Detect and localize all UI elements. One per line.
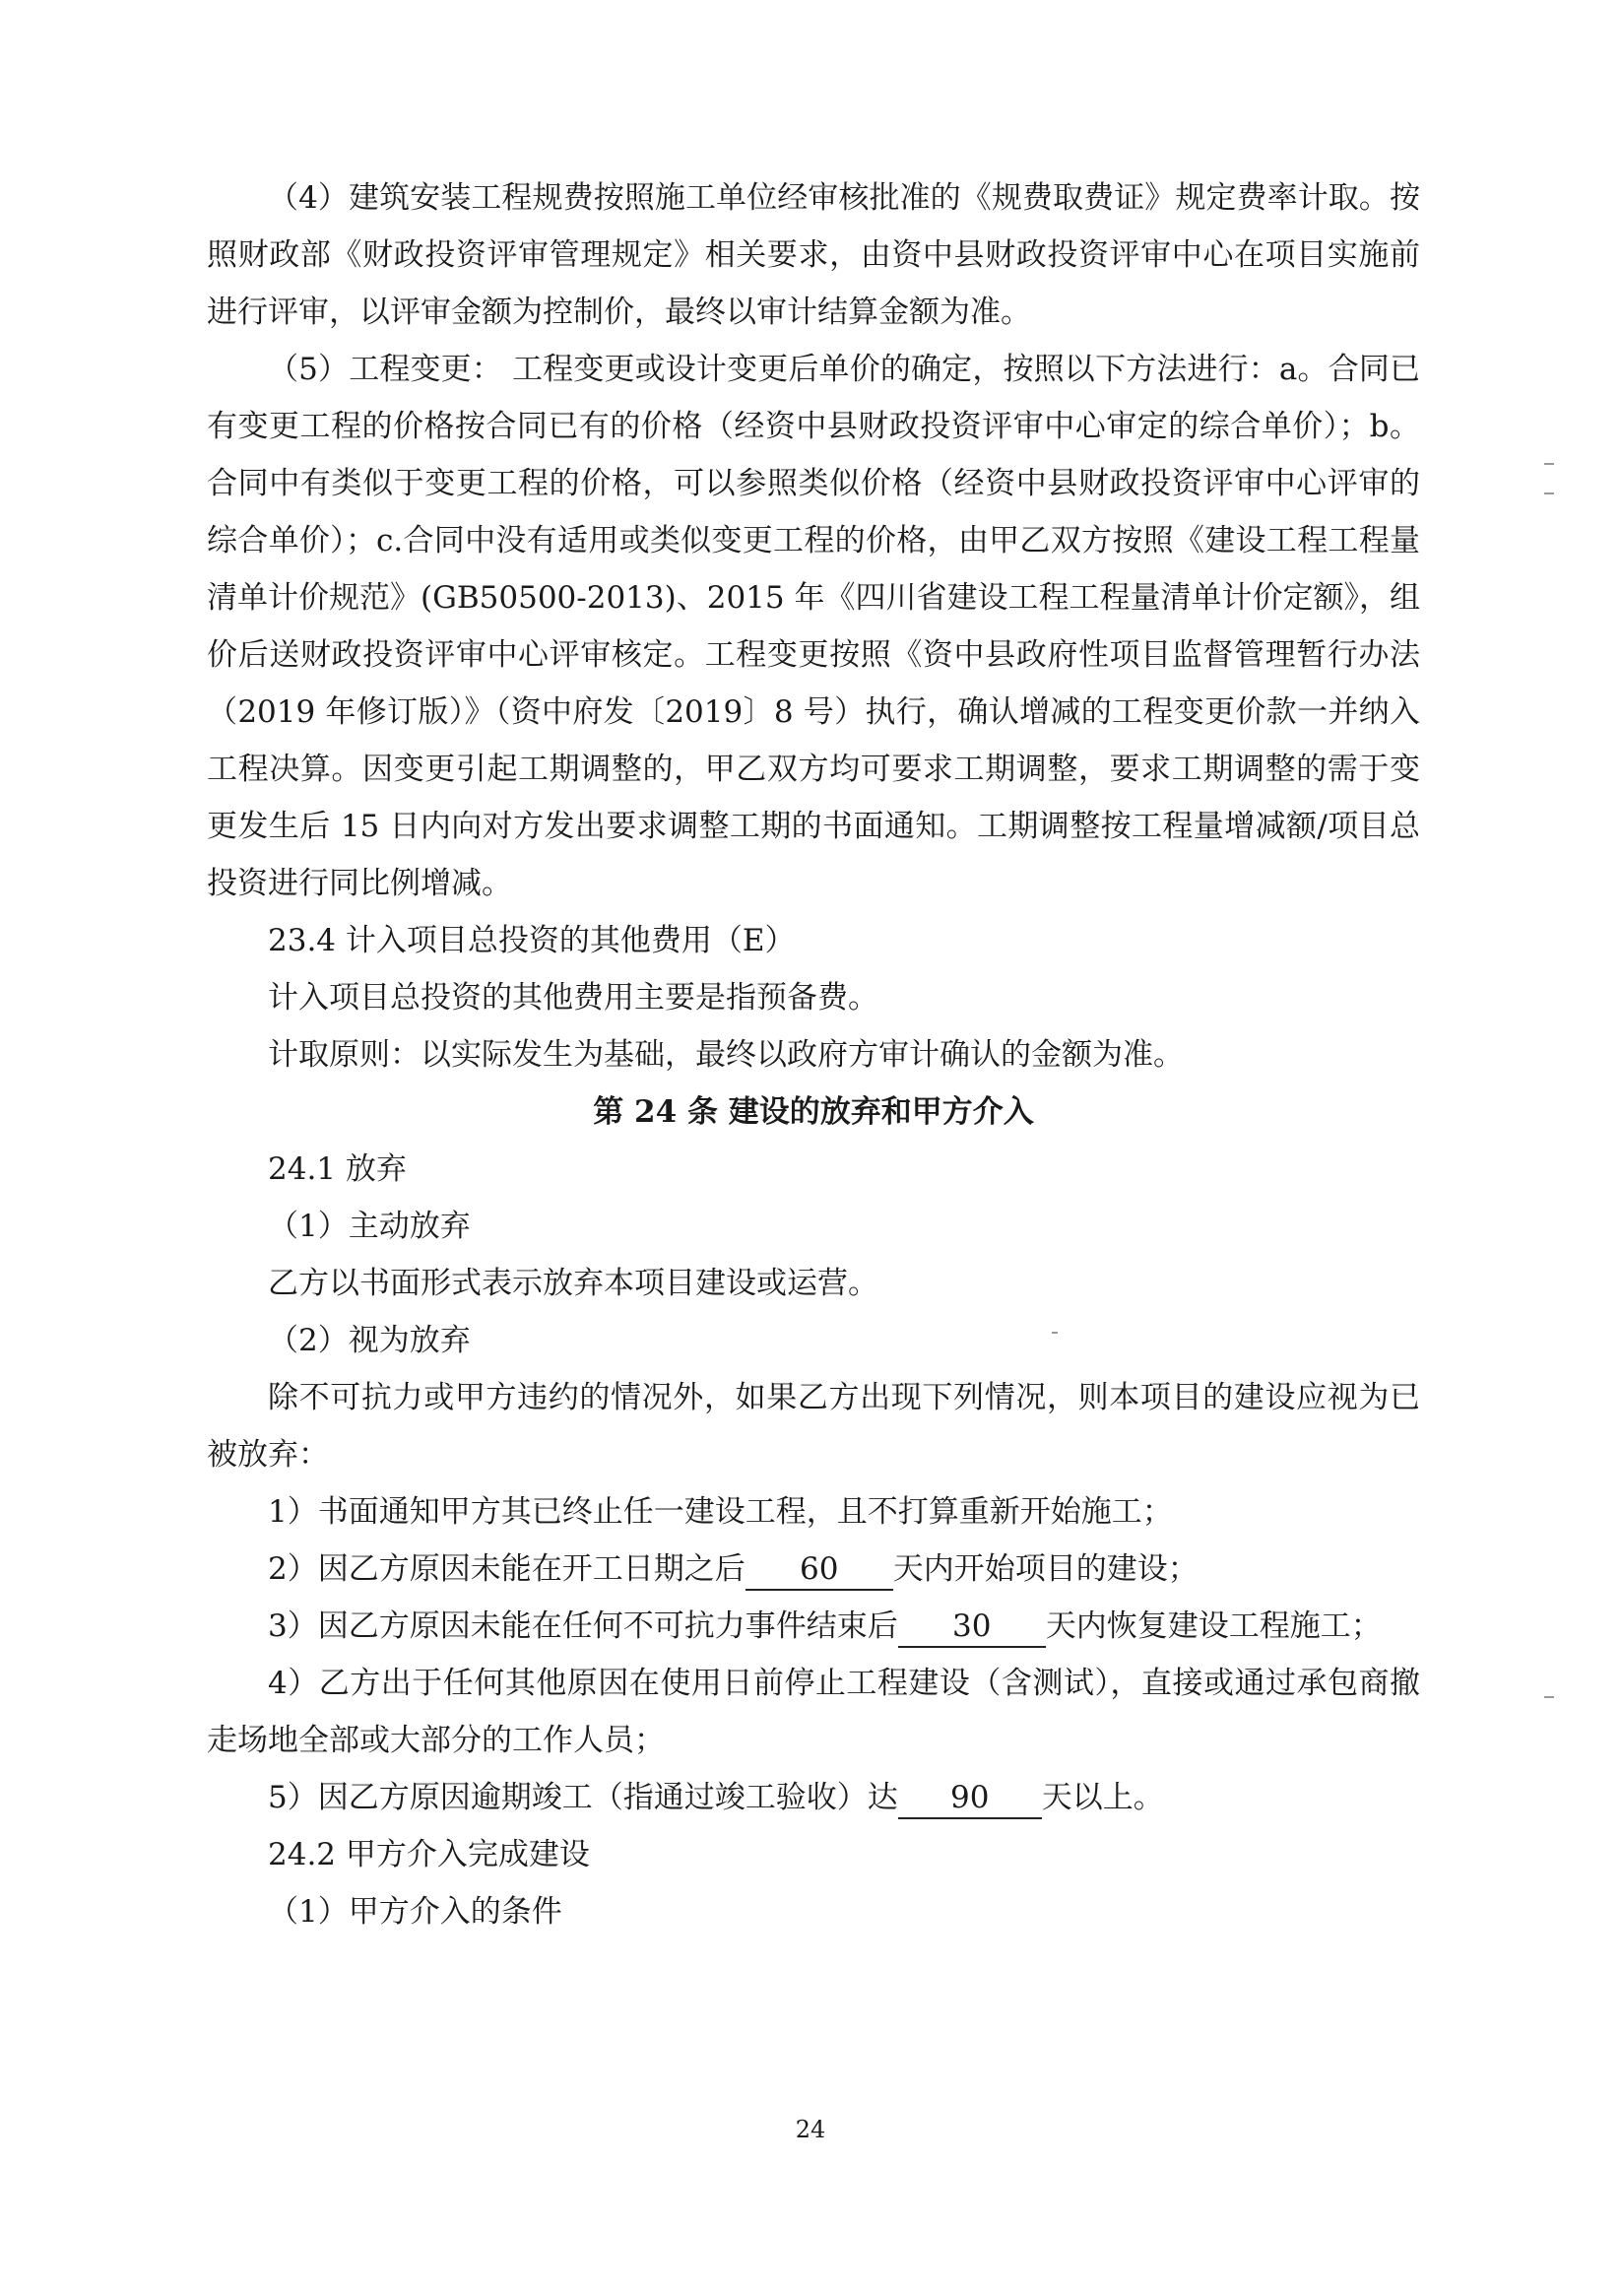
list-item-5-text-after: 天以上。 bbox=[1041, 1780, 1164, 1815]
subsection-active-abandon: （1）主动放弃 bbox=[268, 1209, 471, 1244]
list-item-1: 1）书面通知甲方其已终止任一建设工程，且不打算重新开始施工； bbox=[268, 1494, 1173, 1530]
list-item-5 bbox=[207, 1769, 1420, 1826]
paragraph-engineering-change: （5）工程变更： 工程变更或设计变更后单价的确定，按照以下方法进行：a。合同已有变更工程的价格按合同已有的价格（经资中县财政投资评审中心审定的综合单价）；b。合同中有类似于变更工程的价格，可以参照类似价格（经资中县财政投资评审中心评审的综合单价）；c.合同中没有适用或类似变更工程的价格，由甲乙双方按照《建设工程工程量清单计价规范》(GB50500-2013)、2015 年《四川省建设工程工程量清单计价定额》，组价后送财政投资评审中心评审核定。工程变更按照《资中县政府性项目监督管理暂行办法（2019 年修订版）》（资中府发〔2019〕8 号）执行，确认增减的工程变更价款一并纳入工程决算。因变更引起工期调整的，甲乙双方均可要求工期调整，要求工期调整的需于变更发生后 15 日内向对方发出要求调整工期的书面通知。工期调整按工程量增减额/项目总投资进行同比例增减。 bbox=[207, 352, 1420, 901]
list-item-2 bbox=[207, 1541, 1420, 1598]
list-item-3 bbox=[207, 1598, 1420, 1655]
section-24-1-heading: 24.1 放弃 bbox=[268, 1151, 407, 1187]
list-item-3-days-field: 30 bbox=[898, 1607, 1046, 1648]
document-body bbox=[207, 169, 1420, 1940]
article-24-heading: 第 24 条 建设的放弃和甲方介入 bbox=[593, 1094, 1034, 1130]
list-item-2-text-after: 天内开始项目的建设； bbox=[892, 1551, 1199, 1587]
list-item-2-days-field: 60 bbox=[746, 1549, 893, 1591]
list-item-3-text-before: 3）因乙方原因未能在任何不可抗力事件结束后 bbox=[268, 1608, 898, 1644]
list-item-5-text-before: 5）因乙方原因逾期竣工（指通过竣工验收）达 bbox=[268, 1780, 898, 1815]
list-item-2-text-before: 2）因乙方原因未能在开工日期之后 bbox=[268, 1551, 746, 1587]
page-number: 24 bbox=[795, 2116, 826, 2143]
section-23-4-heading: 23.4 计入项目总投资的其他费用（E） bbox=[268, 923, 796, 958]
paragraph-written-abandon: 乙方以书面形式表示放弃本项目建设或运营。 bbox=[268, 1266, 878, 1301]
list-item-4: 4）乙方出于任何其他原因在使用日前停止工程建设（含测试），直接或通过承包商撤走场地全部或大部分的工作人员； bbox=[207, 1666, 1420, 1758]
section-24-2-heading: 24.2 甲方介入完成建设 bbox=[268, 1837, 590, 1872]
list-item-5-days-field: 90 bbox=[898, 1778, 1042, 1819]
paragraph-deemed-conditions: 除不可抗力或甲方违约的情况外，如果乙方出现下列情况，则本项目的建设应视为已被放弃： bbox=[207, 1380, 1420, 1473]
subsection-intervention-conditions: （1）甲方介入的条件 bbox=[268, 1894, 562, 1930]
scan-artifact-mark bbox=[1544, 492, 1554, 494]
paragraph-regulatory-fees: （4）建筑安装工程规费按照施工单位经审核批准的《规费取费证》规定费率计取。按照财政部《财政投资评审管理规定》相关要求，由资中县财政投资评审中心在项目实施前进行评审，以评审金额为控制价，最终以审计结算金额为准。 bbox=[207, 180, 1420, 330]
subsection-deemed-abandon: （2）视为放弃 bbox=[268, 1323, 471, 1358]
scan-artifact-mark bbox=[1544, 463, 1554, 465]
scan-artifact-mark bbox=[1544, 1696, 1554, 1698]
paragraph-calculation-principle: 计取原则：以实际发生为基础，最终以政府方审计确认的金额为准。 bbox=[268, 1037, 1184, 1073]
scan-artifact-mark bbox=[1052, 1332, 1058, 1334]
list-item-3-text-after: 天内恢复建设工程施工； bbox=[1045, 1608, 1382, 1644]
paragraph-other-costs: 计入项目总投资的其他费用主要是指预备费。 bbox=[268, 980, 878, 1016]
